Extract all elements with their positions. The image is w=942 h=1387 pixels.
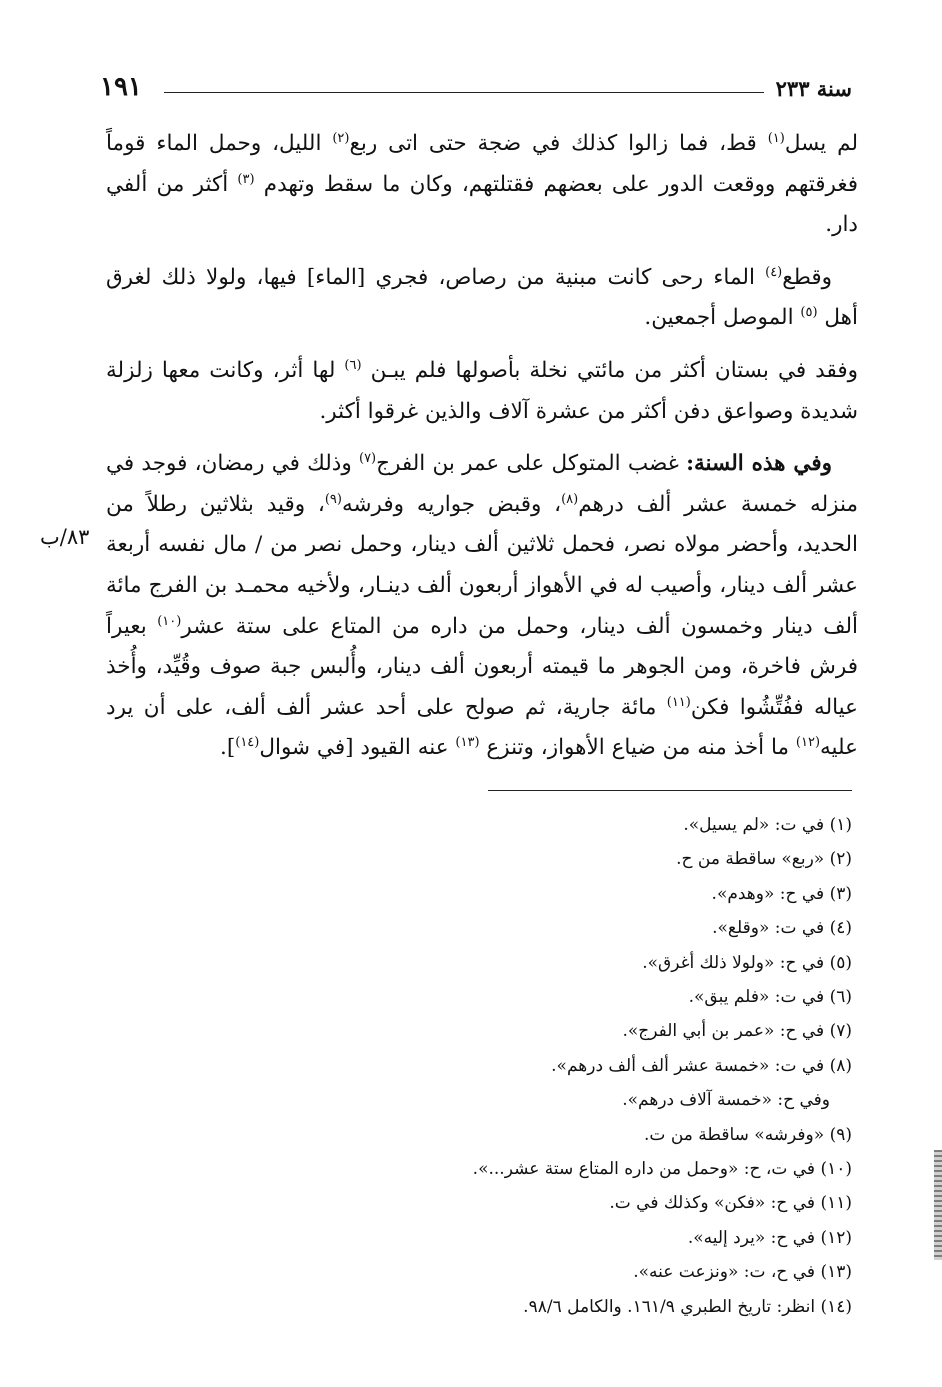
footnote-item: (١١) في ح: «فكن» وكذلك في ت. bbox=[609, 1193, 852, 1214]
text-run: ]. bbox=[220, 735, 236, 761]
footnote-item: (٩) «وفرشه» ساقطة من ت. bbox=[644, 1124, 852, 1145]
footnotes-list bbox=[292, 808, 852, 1324]
footnote-marker: (١٠) bbox=[157, 613, 182, 629]
footnote-marker: (١) bbox=[767, 130, 785, 146]
text-run: الماء رحى كانت مبنية من رصاص، فجري [الماء] فيها، ولولا ذلك لغرق أهل bbox=[106, 264, 858, 331]
text-run: ، وقبض جواريه وفرشه bbox=[341, 491, 562, 517]
footnote-item: وفي ح: «خمسة آلاف درهم». bbox=[622, 1090, 830, 1111]
footnote-item: (١٣) في ح، ت: «ونزعت عنه». bbox=[633, 1262, 852, 1283]
text-run: الليل، وحمل الماء قوماً فغرقتهم ووقعت الدور على بعضهم فقتلتهم، وكان ما سقط وتهدم bbox=[106, 131, 859, 197]
text-run: غضب المتوكل على عمر بن الفرج bbox=[376, 451, 687, 477]
footnote-item: (٢) «ربع» ساقطة من ح. bbox=[676, 849, 852, 870]
paragraph bbox=[106, 258, 858, 339]
footnote-marker: (٣) bbox=[237, 171, 255, 187]
scan-edge-mark bbox=[934, 1150, 942, 1260]
text-run: عنه القيود [في شوال bbox=[259, 735, 456, 761]
footnote-marker: (٨) bbox=[561, 491, 579, 507]
text-run: ، وقيد بثلاثين رطلاً من الحديد، وأحضر مولاه نصر، فحمل ثلاثين ألف دينار، وحمل نصر من / مال نفسه أربعة عشر ألف دينار، وأصيب له في الأهواز أربعون ألف دينـار، ولأخيه محمـد بن الفرج مائة ألف دينار وخمسون ألف دينار، وحمل من داره من المتاع على ستة عشر bbox=[106, 491, 859, 639]
text-run: لها أثر، وكانت معها زلزلة شديدة وصواعق دفن أكثر من عشرة آلاف والذين غرقوا أكثر. bbox=[106, 357, 858, 424]
footnote-marker: (١١) bbox=[666, 694, 691, 710]
text-run: قط، فما زالوا كذلك في ضجة حتى اتى ربع bbox=[349, 131, 768, 156]
main-text bbox=[106, 124, 858, 781]
footnote-separator bbox=[488, 790, 852, 791]
footnote-item: (١) في ت: «لم يسيل». bbox=[683, 815, 852, 835]
footnote-item: (٣) في ح: «وهدم». bbox=[711, 883, 852, 904]
text-run: وذلك في رمضان، فوجد في منزله خمسة عشر ألف درهم bbox=[106, 451, 858, 517]
text-run: بعيراً فرش فاخرة، ومن الجوهر ما قيمته أربعون ألف دينار، وأُلبس جبة صوف وقُيِّد، وأُخذ عياله ففُتِّشُوا فكن bbox=[106, 613, 858, 720]
footnote-marker: (٧) bbox=[358, 451, 377, 466]
footnote-item: (٦) في ت: «فلم يبق». bbox=[688, 987, 852, 1008]
text-run: مائة جارية، ثم صولح على أحد عشر ألف ألف، على أن يرد عليه bbox=[106, 694, 858, 761]
text-run: لم يسل bbox=[784, 131, 859, 156]
text-run: وقطع bbox=[782, 264, 832, 290]
footnote-marker: (٤) bbox=[765, 264, 783, 280]
text-run: الموصل أجمعين. bbox=[644, 305, 801, 331]
footnote-item: (٤) في ت: «وقلع». bbox=[712, 918, 852, 939]
footnote-item: (١٢) في ح: «يرد إليه». bbox=[687, 1227, 852, 1248]
footnote-item: (٥) في ح: «ولولا ذلك أغرق». bbox=[642, 952, 852, 973]
header-rule bbox=[164, 92, 764, 93]
footnote-marker: (١٣) bbox=[455, 735, 480, 751]
running-title: سنة ٢٣٣ bbox=[775, 76, 852, 101]
page-header bbox=[100, 70, 852, 106]
footnote-marker: (٥) bbox=[800, 305, 818, 321]
footnote-marker: (١٢) bbox=[795, 735, 821, 751]
page-number: ١٩١ bbox=[100, 72, 142, 102]
paragraph-lead: وفي هذه السنة: bbox=[686, 451, 832, 477]
footnote-marker: (٦) bbox=[344, 357, 362, 373]
footnote-item: (١٤) انظر: تاريخ الطبري ١٦١/٩. والكامل ٩٨/٦. bbox=[523, 1296, 852, 1317]
footnote-marker: (٩) bbox=[324, 491, 342, 507]
text-run: ما أخذ منه من ضياع الأهواز، وتنزع bbox=[479, 735, 796, 761]
manuscript-folio-note: ٨٣/ب bbox=[40, 525, 90, 549]
paragraph bbox=[106, 444, 858, 769]
footnote-item: (٨) في ت: «خمسة عشر ألف ألف درهم». bbox=[551, 1055, 852, 1076]
paragraph bbox=[106, 124, 858, 246]
paragraph bbox=[106, 351, 858, 432]
footnote-marker: (١٤) bbox=[235, 735, 260, 751]
footnote-marker: (٢) bbox=[332, 130, 350, 146]
text-run: أكثر من ألفي دار. bbox=[106, 171, 858, 238]
footnote-item: (١٠) في ت، ح: «وحمل من داره المتاع ستة عشر...». bbox=[472, 1159, 852, 1180]
footnote-item: (٧) في ح: «عمر بن أبي الفرج». bbox=[622, 1021, 852, 1042]
text-run: وفقد في بستان أكثر من مائتي نخلة بأصولها فلم يبـن bbox=[361, 357, 858, 383]
